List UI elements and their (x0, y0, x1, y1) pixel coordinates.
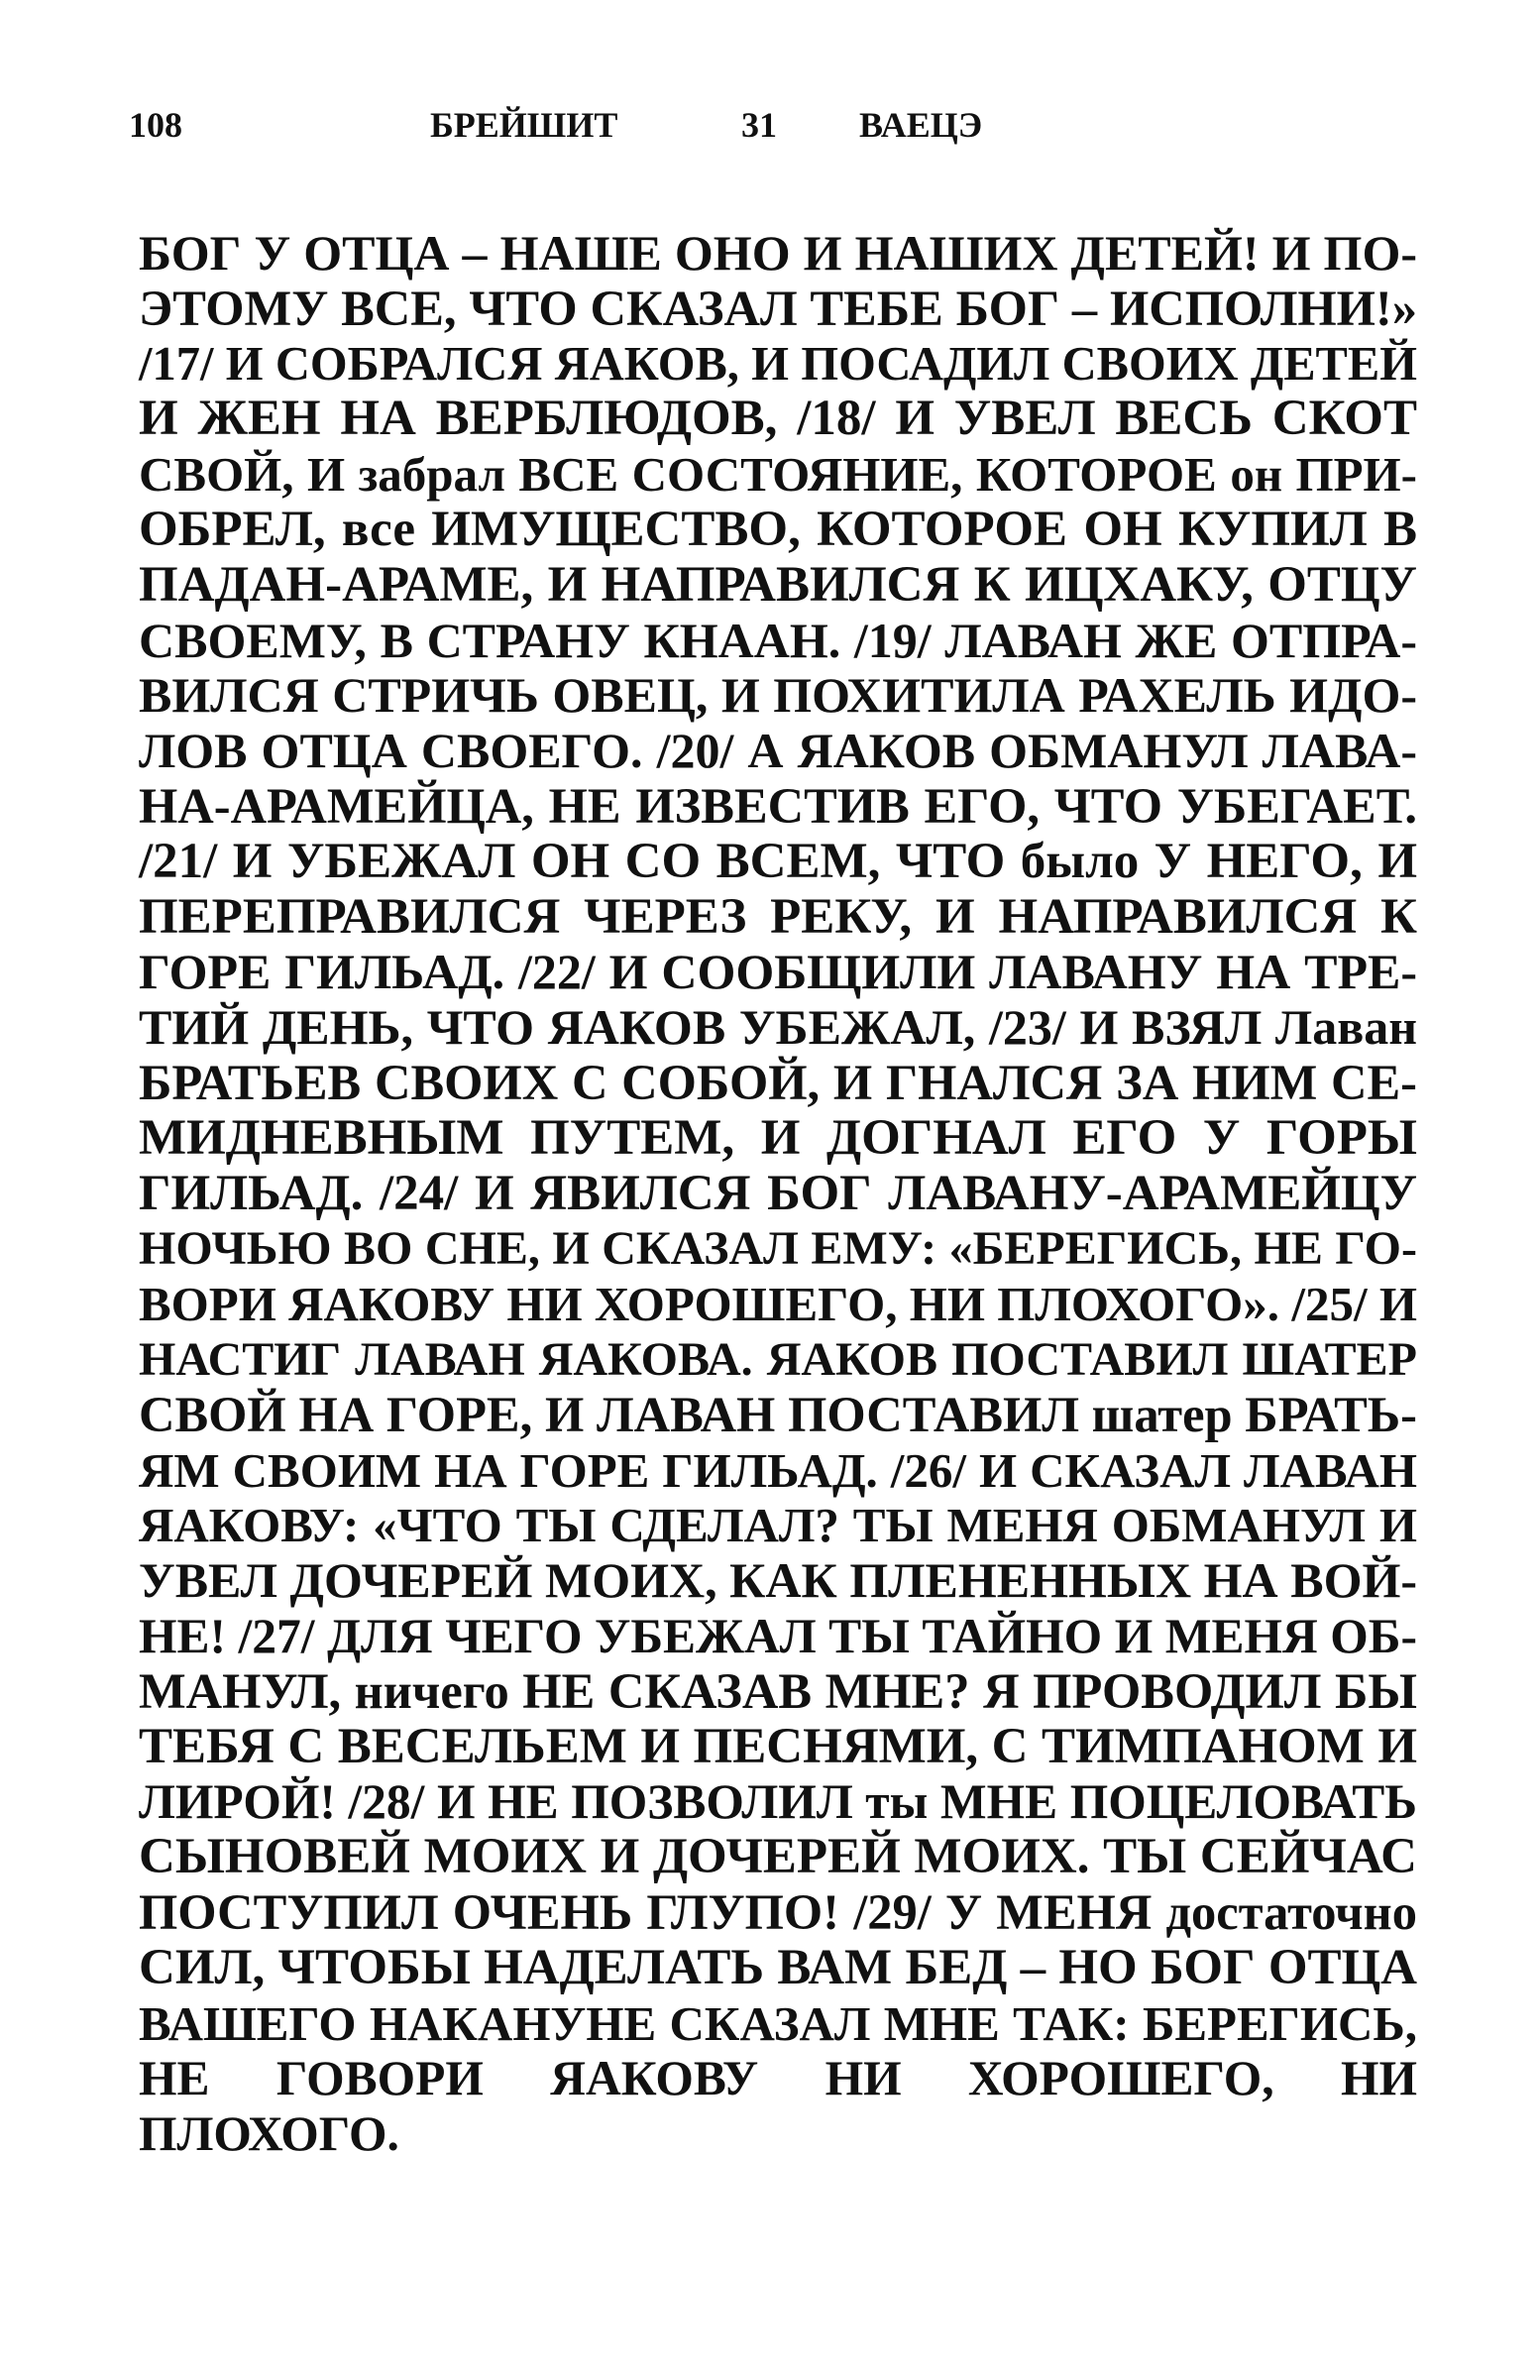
text-line: СВОЕМУ, В СТРАНУ КНААН. /19/ ЛАВАН ЖЕ ОТПРА- (139, 612, 1417, 668)
text-line: ВОРИ ЯАКОВУ НИ ХОРОШЕГО, НИ ПЛОХОГО». /25/ И (139, 1277, 1417, 1332)
text-line: ГИЛЬАД. /24/ И ЯВИЛСЯ БОГ ЛАВАНУ-АРАМЕЙЦУ (139, 1165, 1417, 1221)
text-line: ТЕБЯ С ВЕСЕЛЬЕМ И ПЕСНЯМИ, С ТИМПАНОМ И (139, 1718, 1417, 1774)
text-line: ЯМ СВОИМ НА ГОРЕ ГИЛЬАД. /26/ И СКАЗАЛ ЛАВАН (139, 1442, 1417, 1498)
text-line: ОБРЕЛ, все ИМУЩЕСТВО, КОТОРОЕ ОН КУПИЛ В (139, 501, 1417, 557)
text-line: СВОЙ НА ГОРЕ, И ЛАВАН ПОСТАВИЛ шатер БРАТЬ- (139, 1386, 1417, 1442)
text-line: ПАДАН-АРАМЕ, И НАПРАВИЛСЯ К ИЦХАКУ, ОТЦУ (139, 556, 1417, 613)
text-line: ВИЛСЯ СТРИЧЬ ОВЕЦ, И ПОХИТИЛА РАХЕЛЬ ИДО- (139, 667, 1417, 724)
text-line: ЛИРОЙ! /28/ И НЕ ПОЗВОЛИЛ ты МНЕ ПОЦЕЛОВАТЬ (139, 1774, 1417, 1830)
text-line: ЯАКОВУ: «ЧТО ТЫ СДЕЛАЛ? ТЫ МЕНЯ ОБМАНУЛ И (139, 1498, 1417, 1553)
text-line: БРАТЬЕВ СВОИХ С СОБОЙ, И ГНАЛСЯ ЗА НИМ СЕ- (139, 1054, 1417, 1110)
body-text (139, 225, 1417, 2162)
text-line: БОГ У ОТЦА – НАШЕ ОНО И НАШИХ ДЕТЕЙ! И ПО- (139, 225, 1417, 281)
text-line: ПОСТУПИЛ ОЧЕНЬ ГЛУПО! /29/ У МЕНЯ достаточно (139, 1883, 1417, 1940)
running-header (129, 95, 1417, 155)
text-line: ВАШЕГО НАКАНУНЕ СКАЗАЛ МНЕ ТАК: БЕРЕГИСЬ, (139, 1995, 1417, 2051)
text-line: НАСТИГ ЛАВАН ЯАКОВА. ЯАКОВ ПОСТАВИЛ ШАТЕР (139, 1332, 1417, 1386)
text-line: ПЕРЕПРАВИЛСЯ ЧЕРЕЗ РЕКУ, И НАПРАВИЛСЯ К (139, 888, 1417, 945)
text-line: НОЧЬЮ ВО СНЕ, И СКАЗАЛ ЕМУ: «БЕРЕГИСЬ, НЕ ГО- (139, 1222, 1417, 1276)
text-line: СВОЙ, И забрал ВСЕ СОСТОЯНИЕ, КОТОРОЕ он ПРИ- (139, 447, 1417, 503)
text-line: /21/ И УБЕЖАЛ ОН СО ВСЕМ, ЧТО было У НЕГО, И (139, 833, 1417, 889)
text-line: ГОРЕ ГИЛЬАД. /22/ И СООБЩИЛИ ЛАВАНУ НА ТРЕ- (139, 944, 1417, 1000)
page-number: 108 (129, 105, 182, 145)
text-line: СИЛ, ЧТОБЫ НАДЕЛАТЬ ВАМ БЕД – НО БОГ ОТЦА (139, 1939, 1417, 1995)
text-line: МИДНЕВНЫМ ПУТЕМ, И ДОГНАЛ ЕГО У ГОРЫ (139, 1109, 1417, 1166)
chapter-number: 31 (741, 105, 777, 145)
torah-portion-name: ВАЕЦЭ (859, 105, 983, 145)
text-line: НЕ ГОВОРИ ЯАКОВУ НИ ХОРОШЕГО, НИ ПЛОХОГО. (139, 2051, 1417, 2162)
text-line: НЕ! /27/ ДЛЯ ЧЕГО УБЕЖАЛ ТЫ ТАЙНО И МЕНЯ ОБ- (139, 1608, 1417, 1663)
text-line: СЫНОВЕЙ МОИХ И ДОЧЕРЕЙ МОИХ. ТЫ СЕЙЧАС (139, 1829, 1417, 1885)
text-line: ЛОВ ОТЦА СВОЕГО. /20/ А ЯАКОВ ОБМАНУЛ ЛАВА- (139, 723, 1417, 779)
text-line: ЭТОМУ ВСЕ, ЧТО СКАЗАЛ ТЕБЕ БОГ – ИСПОЛНИ!» (139, 280, 1417, 336)
text-line: УВЕЛ ДОЧЕРЕЙ МОИХ, КАК ПЛЕНЕННЫХ НА ВОЙ- (139, 1552, 1417, 1609)
text-line: МАНУЛ, ничего НЕ СКАЗАВ МНЕ? Я ПРОВОДИЛ БЫ (139, 1662, 1417, 1719)
text-line: ТИЙ ДЕНЬ, ЧТО ЯАКОВ УБЕЖАЛ, /23/ И ВЗЯЛ Лаван (139, 999, 1417, 1056)
text-line: /17/ И СОБРАЛСЯ ЯАКОВ, И ПОСАДИЛ СВОИХ ДЕТЕЙ (139, 337, 1417, 391)
text-line: И ЖЕН НА ВЕРБЛЮДОВ, /18/ И УВЕЛ ВЕСЬ СКОТ (139, 391, 1417, 447)
text-line: НА-АРАМЕЙЦА, НЕ ИЗВЕСТИВ ЕГО, ЧТО УБЕГАЕТ. (139, 777, 1417, 834)
book-title: БРЕЙШИТ (430, 105, 618, 145)
